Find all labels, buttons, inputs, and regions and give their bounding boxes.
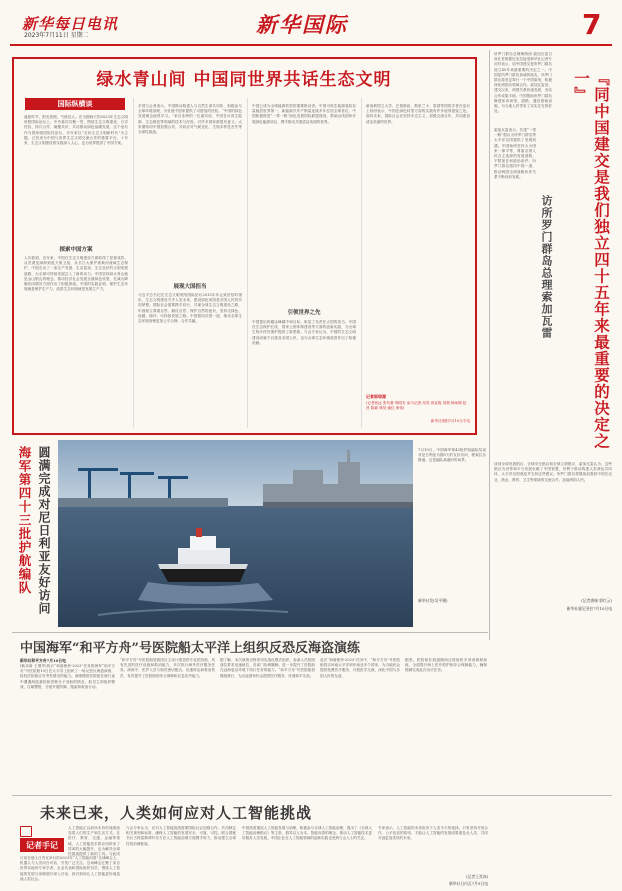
page-number: 7: [582, 8, 602, 41]
lead-byline: (记者张远 张代蕾 郭明芳 参与记者:吴昊 周宣妮 刘晨 杨咏桐 赵昌 陈颖 林昊 谢红 黄伟): [366, 401, 467, 410]
sub-heading-1: 探索中国方案: [59, 247, 93, 253]
ai-body-c: 与会专家认为，应对人工智能挑战需要国际社会加强合作，共同制定相关规则和标准，确保人工智能的发展安全、可靠、可控。联合国秘书长古特雷斯呼吁各方在人工智能治理方面携手努力，推动建立全球性的治理框架。: [126, 826, 236, 846]
lead-byline-label: 记者郁琼源: [366, 394, 386, 399]
photo-vertical-headline: 海军第四十三批护航编队: [17, 446, 32, 595]
ship-headline: 中国海军“和平方舟”号医院船太平洋上组织反恐反海盗演练: [20, 641, 360, 656]
lead-body-f: 中国提出的碳达峰碳中和目标，彰显了负责任大国的担当。中国在生态保护红线、国家公园体制建设等方面的创新实践，为全球生物多样性保护提供了新思路。与会专家认为，中国的生态文明建设成就不仅惠及本国人民，也为全球生态环境改善作出了积极贡献。: [252, 320, 356, 345]
notepad-icon: [20, 826, 32, 837]
right-dateline: 新华社霍尼亚拉7月10日电: [566, 606, 612, 611]
paper-name: 新华每日电讯: [22, 15, 119, 33]
ship-body-a: (耿卓新 王增华)执行“和谐使命-2023”任务的海军“和平方舟”号医院船10日在太平洋上组织了一场反恐反海盗演练，检验医院船应对突发情况的能力。演练模拟医院船在航行途中遭遇海盗袭扰和恐怖分子登船的情况，船员立即组织警戒、拉响警报，分组开展防御、搜索和救治行动。: [20, 664, 115, 689]
ship-body-e: 据悉，医院船在航渡期间还将组织多项训练和演练，全面提升海上医疗救护和综合保障能力，确保圆满完成此次出访任务。: [405, 658, 487, 673]
issue-date: 2023年7月11日 星期二: [24, 32, 89, 39]
ai-body-d: 中国高度重视人工智能发展与治理，积极参与全球人工智能治理，提出了《全球人工智能治理倡议》等主张，倡导以人为本、智能向善的理念，推动人工智能技术更好服务人类发展。中国企业在人工智能领域的创新实践也受到与会人士的关注。: [242, 826, 372, 841]
ship-harbor-illustration: [58, 440, 413, 627]
section-title: 新华国际: [256, 12, 348, 37]
lead-dateline: 新华社贵阳7月10日专电: [430, 419, 470, 423]
lead-headline: 绿水青山间 中国同世界共话生态文明: [96, 70, 392, 90]
ai-body-b: 人工智能正以前所未有的速度改变着人们的生产和生活方式。在医疗、教育、交通、金融等领域，人工智能技术的应用带来了效率的大幅提升，也为解决全球性挑战提供了新的工具。与此同: [68, 826, 120, 856]
column-rule: [133, 98, 134, 428]
right-body-a: 所罗门群岛总理梅纳西·索加瓦雷日前在首都霍尼亚拉接受新华社记者专访时表示，同中国建交是所罗门群岛独立45年来最重要的决定之一。中国是所罗门群岛真诚的朋友，所罗门群岛将坚定奉行一个中国原则，积极深化两国各领域合作。索加瓦雷说，建交以来，两国关系快速发展，务实合作成果丰硕。中国帮助所罗门群岛修建体育场馆、道路、通信基础设施，为当地人民带来了实实在在的好处。: [494, 52, 552, 114]
sub-heading-3: 引领世界之先: [287, 310, 321, 316]
right-byline: (记者唐瑞 郭红云): [581, 598, 612, 603]
photo-caption: 7月10日，中国海军第43批护航编队结束对尼日利亚为期5天的友好访问，驶离拉各斯港。这是编队离港时的场景。: [418, 448, 486, 463]
lead-body-g: 新加坡国立大学、巴基斯坦、斯里兰卡、泰国等国的学者在论坛上纷纷表示，中国在绿色转型方面的实践有许多值得借鉴之处。面向未来，国际社会应坚持多边主义，加强交流合作，共同建设清洁美丽的世界。: [366, 104, 470, 124]
ship-body-b: “和平方舟”号医院船是我国自主设计建造的专业医院船，具有先进的医疗设施和救治能力，多次执行海外医疗服务任务。演练中，医护人员与船员密切配合，迅速转运和救治伤员，有效提升了医院船的综合保障和应急处突能力。: [120, 658, 215, 678]
ai-body-a: 日前在瑞士日内瓦举行的2023年“人工智能向善”全球峰会上，机器人与人类同台对话，引发广泛关注。这场峰会汇聚了来自世界各地的专家学者、企业代表和国际组织官员，围绕人工智能的发展与治理展开深入讨论，探讨如何让人工智能更好地造福人类社会。: [20, 856, 120, 881]
sub-heading-2: 展现大国担当: [173, 284, 207, 290]
masthead: [0, 0, 622, 44]
lead-body-c: 多国与会者表示，中国推动构建人与自然生命共同体，积极参与全球环境治理，为发展中国家提供了可借鉴的经验。“中国的绿色发展理念值得学习。”来自非洲的一位嘉宾说，中国在可再生能源、生态修复等领域的技术与经验，对许多国家都很有意义。大家期待同中国加强合作，共同应对气候变化、生物多样性丧失等全球性挑战。: [138, 104, 242, 135]
masthead-rule: [10, 44, 612, 46]
lead-body-b: 人们看到，近年来，中国在生态文明建设方面取得了显著成效。从荒漠变绿洲到蓝天保卫战，从长江大保护到黄河流域生态保护，中国走出了一条生产发展、生活富裕、生态良好的文明发展道路，为全球可持续发展注入了新的动力。中国坚持绿水青山就是金山银山的理念，推动经济社会发展全面绿色转型，在减污降碳协同增效方面作出了积极探索。中国的实践证明，保护生态环境就是保护生产力，改善生态环境就是发展生产力。: [24, 256, 128, 292]
ship-body-c: 据了解，本次演练全程采用实战化模式组织，参演人员按照战位要求迅速就位，各部门协调顺畅，进一步提升了医院船在远海复杂环境下执行任务的能力。“和平方舟”号医院船将继续航行，为沿途国家民众提供医疗服务，传递和平友谊。: [220, 658, 315, 678]
ai-byline: (记者王其冰): [466, 874, 488, 879]
column-rule: [361, 98, 362, 428]
right-body-b: 索加瓦雷表示，共建“一带一路”倡议为所罗门群岛等太平洋岛国提供了发展机遇。中国始终坚持大小国家一律平等，尊重各国人民自主选择的发展道路，不附加任何政治条件。所罗门群岛愿同中国一道，推动两国全面战略伙伴关系不断向前发展。: [494, 128, 536, 179]
column-label-text: 国际纵横谈: [57, 99, 93, 108]
ai-column-label: [20, 838, 64, 852]
column-label: [25, 98, 125, 110]
right-vertical-headline: 『同中国建交是我们独立四十五年来最重要的决定之一』: [572, 70, 611, 450]
ai-column-label-text: 记者手记: [26, 840, 58, 850]
news-photo: [58, 440, 413, 627]
right-column-rule: [489, 50, 490, 640]
photo-vertical-caption: 圆满完成对尼日利亚友好访问: [37, 446, 51, 615]
section-divider: [12, 632, 488, 633]
photo-credit: 新华社发(吴平摄): [418, 598, 448, 603]
ai-dateline: 新华社日内瓦7月9日电: [448, 881, 488, 886]
ai-body-e: 专家表示，人工智能的未来取决于人类今天的选择。只有坚持开放合作、公平包容的原则，才能让人工智能的发展成果惠及全人类，共同开创更加美好的未来。: [378, 826, 488, 841]
lead-body-a: 盛夏时节，阳光普照，气候宜人。在为期两天的2023年生态文明贵阳国际论坛上，中外嘉宾共聚一堂，围绕生态文明建设，分享经验、探讨合作、凝聚共识，共话推动绿色低碳发展。这个论坛作为国家级国际性论坛，多年来以“走向生态文明新时代”为主题，已经成为中国与世界生态文明交流合作的重要平台。十年来，生态文明建设的实践深入人心，也为世界提供了中国方案。: [24, 115, 128, 146]
ship-dateline: 新华社和平方舟7月10日电: [20, 658, 66, 663]
right-body-c: 谈到全球发展倡议、全球安全倡议和全球文明倡议，索加瓦雷认为，这些倡议为世界和平与发展贡献了中国智慧，有利于推动构建人类命运共同体，太平洋岛国欢迎并支持这些倡议。所罗门群岛将继续加强同中国在农业、渔业、教育、卫生等领域的交流合作，造福两国人民。: [494, 462, 612, 482]
right-vertical-subhead: 访所罗门群岛总理索加瓦雷: [540, 195, 553, 339]
section-divider: [12, 795, 612, 796]
lead-body-d: 习近平总书记在生态文明贵阳国际论坛2013年年会致贺信时指出，生态文明建设关乎人类未来，建设绿色家园是各国人民的共同梦想。国际社会需要携手同行，共谋全球生态文明建设之路，牢固树立尊重自然、顺应自然、保护自然的意识，坚持走绿色、低碳、循环、可持续发展之路。中国愿同各国一道，推动全球生态环境治理更加公平合理、合作共赢。: [138, 293, 242, 324]
column-rule: [247, 98, 248, 428]
ai-headline: 未来已来，人类如何应对人工智能挑战: [40, 804, 313, 822]
ship-body-d: 此次“和谐使命-2023”任务中，“和平方舟”号医院船将访问南太平洋和东南亚多个国家，为当地民众提供免费医疗服务，开展医学交流，深化中国与各国人民的友谊。: [320, 658, 400, 678]
lead-body-e: 中国已成为全球能源转型的重要推动者。中国可再生能源装机容量稳居世界第一，新能源汽车产销量连续多年位居全球首位。中国积极推进“一带一路”绿色发展国际联盟建设，帮助沿线国家开展绿色能源项目，携手推动共建清洁美丽的世界。: [252, 104, 356, 124]
